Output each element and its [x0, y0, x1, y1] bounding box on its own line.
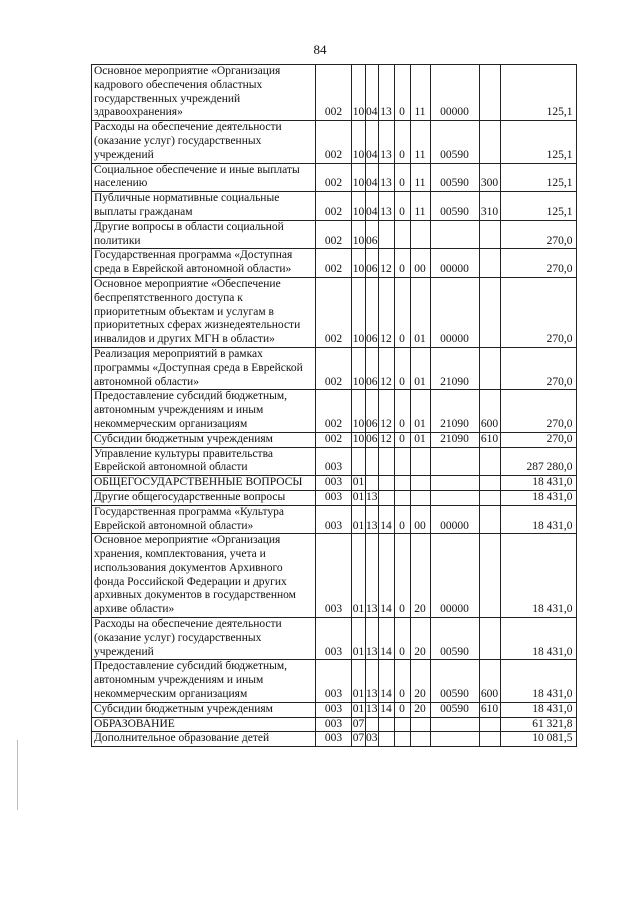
expense-type-code	[479, 347, 500, 389]
amount: 125,1	[500, 163, 576, 192]
section-code: 10	[352, 390, 366, 432]
expense-type-code: 610	[479, 702, 500, 717]
direction-code: 21090	[430, 390, 479, 432]
program-code: 12	[378, 277, 394, 347]
amount: 18 431,0	[500, 476, 576, 491]
section-code: 01	[352, 534, 366, 618]
direction-code: 00590	[430, 121, 479, 163]
ministry-code: 002	[316, 390, 352, 432]
table-row	[92, 65, 577, 121]
direction-code	[430, 732, 479, 747]
page-number: 84	[313, 42, 327, 57]
ministry-code: 003	[316, 505, 352, 534]
subsection-code	[366, 447, 379, 476]
expense-type-code: 600	[479, 660, 500, 702]
table-row	[92, 660, 577, 702]
ministry-code: 003	[316, 660, 352, 702]
program-code	[378, 220, 394, 249]
direction-code	[430, 490, 479, 505]
expense-type-code: 600	[479, 390, 500, 432]
amount: 10 081,5	[500, 732, 576, 747]
event-code: 01	[410, 347, 430, 389]
direction-code	[430, 220, 479, 249]
program-code	[378, 447, 394, 476]
subprogram-code: 0	[394, 432, 410, 447]
subsection-code: 13	[366, 534, 379, 618]
section-code: 10	[352, 192, 366, 221]
section-code: 10	[352, 249, 366, 278]
expense-type-code: 610	[479, 432, 500, 447]
subsection-code: 06	[366, 277, 379, 347]
direction-code: 00590	[430, 702, 479, 717]
ministry-code: 002	[316, 163, 352, 192]
subsection-code: 06	[366, 390, 379, 432]
expense-type-code	[479, 732, 500, 747]
program-code	[378, 476, 394, 491]
ministry-code: 003	[316, 490, 352, 505]
subprogram-code	[394, 717, 410, 732]
amount: 270,0	[500, 432, 576, 447]
subsection-code: 03	[366, 732, 379, 747]
event-code: 01	[410, 432, 430, 447]
event-code: 01	[410, 390, 430, 432]
amount: 18 431,0	[500, 534, 576, 618]
table-row	[92, 347, 577, 389]
row-name: Основное мероприятие «Организация хранения, комплектования, учета и использования документов Архивного фонда Российской Федерации и других архивных документов в государственном архиве области»	[92, 534, 316, 618]
ministry-code: 003	[316, 476, 352, 491]
expense-type-code	[479, 534, 500, 618]
event-code: 00	[410, 505, 430, 534]
event-code	[410, 476, 430, 491]
amount: 125,1	[500, 65, 576, 121]
event-code: 11	[410, 192, 430, 221]
subprogram-code: 0	[394, 505, 410, 534]
subprogram-code: 0	[394, 702, 410, 717]
event-code	[410, 490, 430, 505]
amount: 270,0	[500, 220, 576, 249]
subsection-code	[366, 717, 379, 732]
section-code: 10	[352, 65, 366, 121]
program-code: 12	[378, 249, 394, 278]
ministry-code: 002	[316, 277, 352, 347]
table-row	[92, 702, 577, 717]
subprogram-code	[394, 490, 410, 505]
subprogram-code: 0	[394, 534, 410, 618]
event-code: 20	[410, 618, 430, 660]
direction-code: 00000	[430, 534, 479, 618]
direction-code	[430, 476, 479, 491]
subprogram-code: 0	[394, 121, 410, 163]
amount: 18 431,0	[500, 505, 576, 534]
event-code	[410, 220, 430, 249]
row-name: Предоставление субсидий бюджетным, автономным учреждениям и иным некоммерческим организациям	[92, 390, 316, 432]
direction-code: 00590	[430, 618, 479, 660]
row-name: Государственная программа «Доступная среда в Еврейской автономной области»	[92, 249, 316, 278]
subsection-code	[366, 476, 379, 491]
event-code: 11	[410, 163, 430, 192]
amount: 61 321,8	[500, 717, 576, 732]
row-name: Субсидии бюджетным учреждениям	[92, 432, 316, 447]
row-name: Другие общегосударственные вопросы	[92, 490, 316, 505]
ministry-code: 003	[316, 447, 352, 476]
ministry-code: 002	[316, 192, 352, 221]
row-name: ОБЩЕГОСУДАРСТВЕННЫЕ ВОПРОСЫ	[92, 476, 316, 491]
expense-type-code	[479, 717, 500, 732]
expense-type-code	[479, 277, 500, 347]
program-code: 14	[378, 618, 394, 660]
subprogram-code: 0	[394, 347, 410, 389]
program-code: 14	[378, 702, 394, 717]
expense-type-code	[479, 505, 500, 534]
event-code: 11	[410, 121, 430, 163]
row-name: ОБРАЗОВАНИЕ	[92, 717, 316, 732]
event-code: 00	[410, 249, 430, 278]
subprogram-code: 0	[394, 390, 410, 432]
event-code	[410, 447, 430, 476]
subsection-code: 06	[366, 249, 379, 278]
ministry-code: 002	[316, 432, 352, 447]
expense-type-code	[479, 447, 500, 476]
ministry-code: 002	[316, 347, 352, 389]
amount: 125,1	[500, 192, 576, 221]
section-code: 10	[352, 432, 366, 447]
table-row	[92, 390, 577, 432]
row-name: Расходы на обеспечение деятельности (оказание услуг) государственных учреждений	[92, 121, 316, 163]
subprogram-code: 0	[394, 163, 410, 192]
expense-type-code: 310	[479, 192, 500, 221]
direction-code: 21090	[430, 347, 479, 389]
table-row	[92, 476, 577, 491]
direction-code: 00000	[430, 277, 479, 347]
table-row	[92, 490, 577, 505]
section-code: 01	[352, 476, 366, 491]
subsection-code: 04	[366, 163, 379, 192]
amount: 270,0	[500, 277, 576, 347]
section-code: 10	[352, 220, 366, 249]
table-row	[92, 249, 577, 278]
amount: 287 280,0	[500, 447, 576, 476]
amount: 270,0	[500, 249, 576, 278]
section-code: 07	[352, 717, 366, 732]
subprogram-code: 0	[394, 65, 410, 121]
row-name: Управление культуры правительства Еврейской автономной области	[92, 447, 316, 476]
program-code: 13	[378, 163, 394, 192]
subsection-code: 13	[366, 702, 379, 717]
row-name: Основное мероприятие «Обеспечение беспрепятственного доступа к приоритетным объектам и услугам в приоритетных сферах жизнедеятельности инвалидов и других МГН в области»	[92, 277, 316, 347]
program-code: 13	[378, 121, 394, 163]
expense-type-code	[479, 249, 500, 278]
expense-type-code	[479, 65, 500, 121]
section-code: 10	[352, 121, 366, 163]
program-code: 13	[378, 65, 394, 121]
program-code	[378, 490, 394, 505]
direction-code: 00590	[430, 163, 479, 192]
amount: 18 431,0	[500, 618, 576, 660]
direction-code: 00590	[430, 660, 479, 702]
subsection-code: 06	[366, 347, 379, 389]
subsection-code: 13	[366, 618, 379, 660]
subsection-code: 13	[366, 490, 379, 505]
program-code: 14	[378, 505, 394, 534]
ministry-code: 002	[316, 220, 352, 249]
section-code: 01	[352, 505, 366, 534]
table-row	[92, 220, 577, 249]
expense-type-code	[479, 121, 500, 163]
direction-code: 00590	[430, 192, 479, 221]
section-code: 10	[352, 347, 366, 389]
table-body	[92, 65, 577, 747]
event-code: 20	[410, 702, 430, 717]
ministry-code: 003	[316, 702, 352, 717]
subprogram-code: 0	[394, 192, 410, 221]
program-code	[378, 717, 394, 732]
ministry-code: 003	[316, 717, 352, 732]
subprogram-code: 0	[394, 249, 410, 278]
amount: 18 431,0	[500, 490, 576, 505]
section-code: 10	[352, 163, 366, 192]
table-row	[92, 163, 577, 192]
ministry-code: 002	[316, 121, 352, 163]
section-code: 01	[352, 618, 366, 660]
subprogram-code	[394, 476, 410, 491]
expense-type-code	[479, 476, 500, 491]
row-name: Публичные нормативные социальные выплаты гражданам	[92, 192, 316, 221]
direction-code	[430, 717, 479, 732]
row-name: Реализация мероприятий в рамках программы «Доступная среда в Еврейской автономной области»	[92, 347, 316, 389]
subsection-code: 13	[366, 660, 379, 702]
ministry-code: 003	[316, 618, 352, 660]
expense-type-code	[479, 490, 500, 505]
amount: 270,0	[500, 390, 576, 432]
subprogram-code: 0	[394, 277, 410, 347]
amount: 125,1	[500, 121, 576, 163]
event-code: 20	[410, 660, 430, 702]
direction-code: 00000	[430, 505, 479, 534]
subsection-code: 13	[366, 505, 379, 534]
section-code: 01	[352, 490, 366, 505]
subsection-code: 04	[366, 65, 379, 121]
table-row	[92, 447, 577, 476]
ministry-code: 003	[316, 732, 352, 747]
table-row	[92, 121, 577, 163]
table-row	[92, 732, 577, 747]
ministry-code: 002	[316, 249, 352, 278]
amount: 18 431,0	[500, 660, 576, 702]
expense-type-code	[479, 618, 500, 660]
row-name: Дополнительное образование детей	[92, 732, 316, 747]
table-row	[92, 277, 577, 347]
row-name: Социальное обеспечение и иные выплаты населению	[92, 163, 316, 192]
subprogram-code	[394, 447, 410, 476]
subsection-code: 04	[366, 192, 379, 221]
program-code: 12	[378, 347, 394, 389]
program-code	[378, 732, 394, 747]
subprogram-code	[394, 220, 410, 249]
table-row	[92, 618, 577, 660]
program-code: 12	[378, 390, 394, 432]
table-row	[92, 717, 577, 732]
direction-code	[430, 447, 479, 476]
row-name: Основное мероприятие «Организация кадрового обеспечения областных государственных учреждений здравоохранения»	[92, 65, 316, 121]
table-row	[92, 432, 577, 447]
subsection-code: 04	[366, 121, 379, 163]
subsection-code: 06	[366, 220, 379, 249]
section-code: 01	[352, 660, 366, 702]
event-code	[410, 732, 430, 747]
event-code	[410, 717, 430, 732]
expense-type-code: 300	[479, 163, 500, 192]
section-code: 01	[352, 702, 366, 717]
row-name: Государственная программа «Культура Еврейской автономной области»	[92, 505, 316, 534]
subprogram-code: 0	[394, 660, 410, 702]
direction-code: 00000	[430, 65, 479, 121]
ministry-code: 003	[316, 534, 352, 618]
event-code: 11	[410, 65, 430, 121]
subprogram-code: 0	[394, 618, 410, 660]
program-code: 13	[378, 192, 394, 221]
ministry-code: 002	[316, 65, 352, 121]
table-row	[92, 505, 577, 534]
program-code: 14	[378, 660, 394, 702]
expense-type-code	[479, 220, 500, 249]
amount: 18 431,0	[500, 702, 576, 717]
event-code: 20	[410, 534, 430, 618]
direction-code: 00000	[430, 249, 479, 278]
subsection-code: 06	[366, 432, 379, 447]
direction-code: 21090	[430, 432, 479, 447]
row-name: Субсидии бюджетным учреждениям	[92, 702, 316, 717]
table-row	[92, 192, 577, 221]
scan-speck	[17, 740, 18, 810]
section-code	[352, 447, 366, 476]
amount: 270,0	[500, 347, 576, 389]
program-code: 12	[378, 432, 394, 447]
table-row	[92, 534, 577, 618]
event-code: 01	[410, 277, 430, 347]
budget-table	[91, 64, 577, 747]
section-code: 10	[352, 277, 366, 347]
section-code: 07	[352, 732, 366, 747]
row-name: Расходы на обеспечение деятельности (оказание услуг) государственных учреждений	[92, 618, 316, 660]
row-name: Предоставление субсидий бюджетным, автономным учреждениям и иным некоммерческим организациям	[92, 660, 316, 702]
program-code: 14	[378, 534, 394, 618]
row-name: Другие вопросы в области социальной политики	[92, 220, 316, 249]
subprogram-code	[394, 732, 410, 747]
